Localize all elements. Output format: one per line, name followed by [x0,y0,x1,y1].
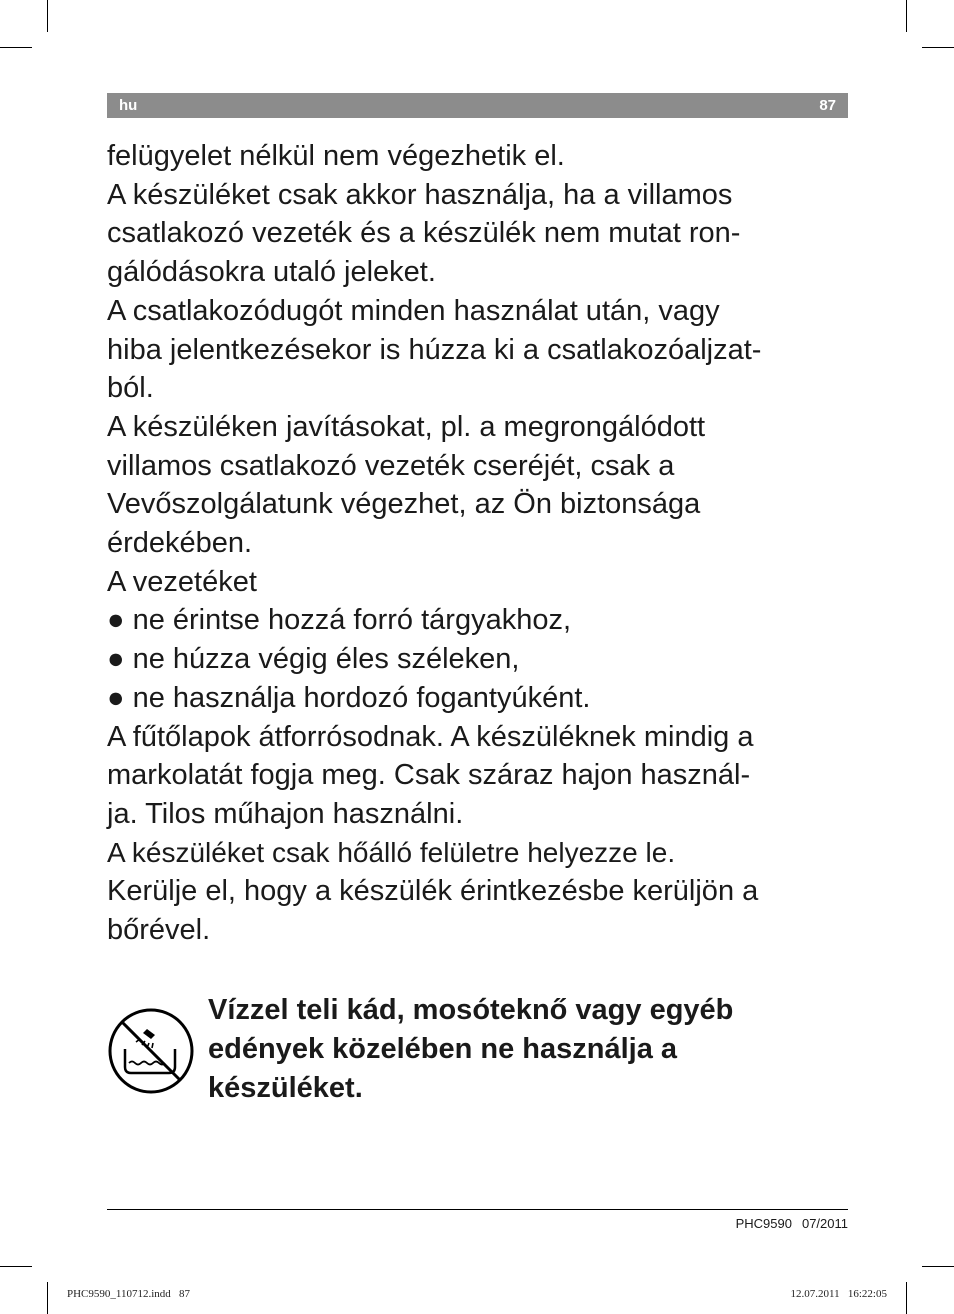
footer-model-info [726,1216,848,1231]
warning-line: készüléket. [208,1072,363,1104]
crop-mark [47,1282,48,1314]
text-line: markolatát fogja meg. Csak száraz hajon használ- [107,759,751,792]
crop-mark [0,1266,32,1267]
text-line: Kerülje el, hogy a készülék érintkezésbe kerüljön a [107,875,759,908]
text-line: A készüléket csak hőálló felületre helyezze le. [107,836,676,868]
page-header [107,93,848,118]
text-line: A készüléket csak akkor használja, ha a villamos [107,178,733,211]
print-slug-file: PHC9590_110712.indd 87 [67,1288,191,1300]
crop-mark [0,47,32,48]
text-line: ja. Tilos műhajon használni. [107,797,464,830]
footer-divider [107,1209,848,1210]
text-line: A készüléken javításokat, pl. a megrongálódott [107,410,706,443]
text-line: érdekében. [107,527,253,560]
text-line: csatlakozó vezeték és a készülék nem mutat ron- [107,217,741,250]
text-line: Vevőszolgálatunk végezhet, az Ön biztonsága [107,488,701,521]
text-line: A fűtőlapok átforrósodnak. A készüléknek mindig a [107,720,754,753]
text-line: hiba jelentkezésekor is húzza ki a csatlakozóaljzat- [107,333,762,366]
warning-line: edények közelében ne használja a [208,1033,678,1065]
text-line: bőrével. [107,914,211,947]
text-line: gálódásokra utaló jeleket. [107,256,436,289]
text-line: felügyelet nélkül nem végezhetik el. [107,140,565,172]
crop-mark [906,0,907,32]
warning-line: Vízzel teli kád, mosóteknő vagy egyéb [208,994,734,1026]
safety-instructions [107,137,852,950]
crop-mark [906,1282,907,1314]
edition-date: 07/2011 [801,1216,848,1231]
water-warning [208,991,858,1108]
model-number: PHC9590 [735,1216,792,1231]
text-line: villamos csatlakozó vezeték cseréjét, csak a [107,449,675,482]
print-slug-timestamp: 12.07.2011 16:22:05 [790,1288,887,1300]
text-line: A vezetéket [107,565,257,598]
bullet-item: ● ne használja hordozó fogantyúként. [107,681,591,714]
page-number: 87 [819,97,836,114]
crop-mark [922,47,954,48]
text-line: A csatlakozódugót minden használat után, vagy [107,294,720,327]
text-line: ból. [107,372,154,405]
crop-mark [47,0,48,32]
crop-mark [922,1266,954,1267]
language-code: hu [119,97,138,114]
bullet-item: ● ne húzza végig éles széleken, [107,643,520,676]
no-water-bathtub-icon [107,1007,195,1095]
bullet-item: ● ne érintse hozzá forró tárgyakhoz, [107,604,572,637]
